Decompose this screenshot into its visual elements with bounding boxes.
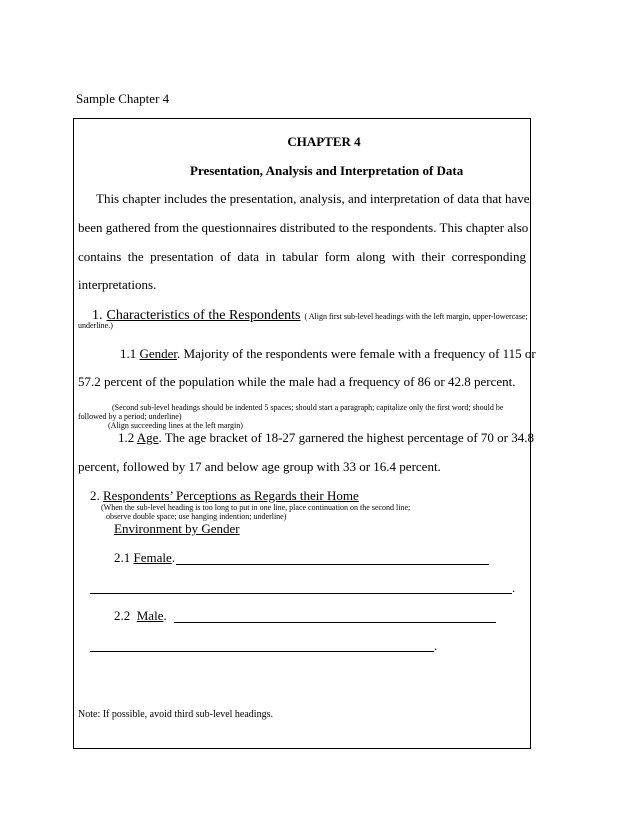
section-1-heading: 1. Characteristics of the Respondents ( Align first sub-level headings with the left margin, upper-lowercase; <box>92 308 528 323</box>
subsection-1-2-line: percent, followed by 17 and below age group with 33 or 16.4 percent. <box>78 459 441 474</box>
line-end-period: . <box>512 580 516 595</box>
section-2-heading: 2. Respondents’ Perceptions as Regards their Home <box>90 488 359 503</box>
line-end-period: . <box>434 638 438 653</box>
section-1-note-cont: underline.) <box>78 321 113 330</box>
section-1-note: ( Align first sub-level headings with the left margin, upper-lowercase; <box>304 312 528 321</box>
subsection-2-1-heading: Female <box>133 550 172 565</box>
page-title: Sample Chapter 4 <box>76 91 170 106</box>
chapter-title: Presentation, Analysis and Interpretation of Data <box>190 163 464 178</box>
blank-fill-line <box>176 564 489 565</box>
subsection-1-1-heading: Gender <box>139 346 178 361</box>
subsection-note: (Align succeeding lines at the left margin) <box>108 421 243 430</box>
chapter-number: CHAPTER 4 <box>287 134 361 149</box>
section-2-heading-cont: Environment by Gender <box>114 521 240 536</box>
subsection-note: followed by a period; underline) <box>78 412 182 421</box>
intro-paragraph-line: been gathered from the questionnaires distributed to the respondents. This chapter also <box>78 220 529 235</box>
subsection-1-1-line: 1.1 Gender. Majority of the respondents were female with a frequency of 115 or <box>120 346 536 361</box>
blank-fill-line <box>90 593 512 594</box>
blank-fill-line <box>90 651 434 652</box>
intro-paragraph-line: This chapter includes the presentation, analysis, and interpretation of data that have <box>96 191 530 206</box>
subsection-note: (Second sub-level headings should be indented 5 spaces; should start a paragraph; capitalize only the first word; should be <box>112 403 504 412</box>
subsection-2-2-line: 2.2 Male. <box>114 608 167 623</box>
subsection-1-1-line: 57.2 percent of the population while the male had a frequency of 86 or 42.8 percent. <box>78 374 516 389</box>
section-2-note: (When the sub-level heading is too long to put in one line, place continuation on the second line; <box>101 503 411 512</box>
footer-note: Note: If possible, avoid third sub-level headings. <box>78 709 273 720</box>
section-2-heading-text: Respondents’ Perceptions as Regards their Home <box>103 488 359 503</box>
section-1-heading-text: Characteristics of the Respondents <box>106 308 301 323</box>
intro-paragraph-line: interpretations. <box>78 277 157 292</box>
intro-paragraph-line: contains the presentation of data in tabular form along with their corresponding <box>78 249 526 264</box>
subsection-2-2-heading: Male <box>136 608 164 623</box>
subsection-1-2-heading: Age <box>136 430 159 445</box>
blank-fill-line <box>174 622 496 623</box>
subsection-1-2-line: 1.2 Age. The age bracket of 18-27 garnered the highest percentage of 70 or 34.8 <box>118 430 534 445</box>
subsection-2-1-line: 2.1 Female. <box>114 550 176 565</box>
section-2-note: observe double space; use hanging indention; underline) <box>106 512 287 521</box>
